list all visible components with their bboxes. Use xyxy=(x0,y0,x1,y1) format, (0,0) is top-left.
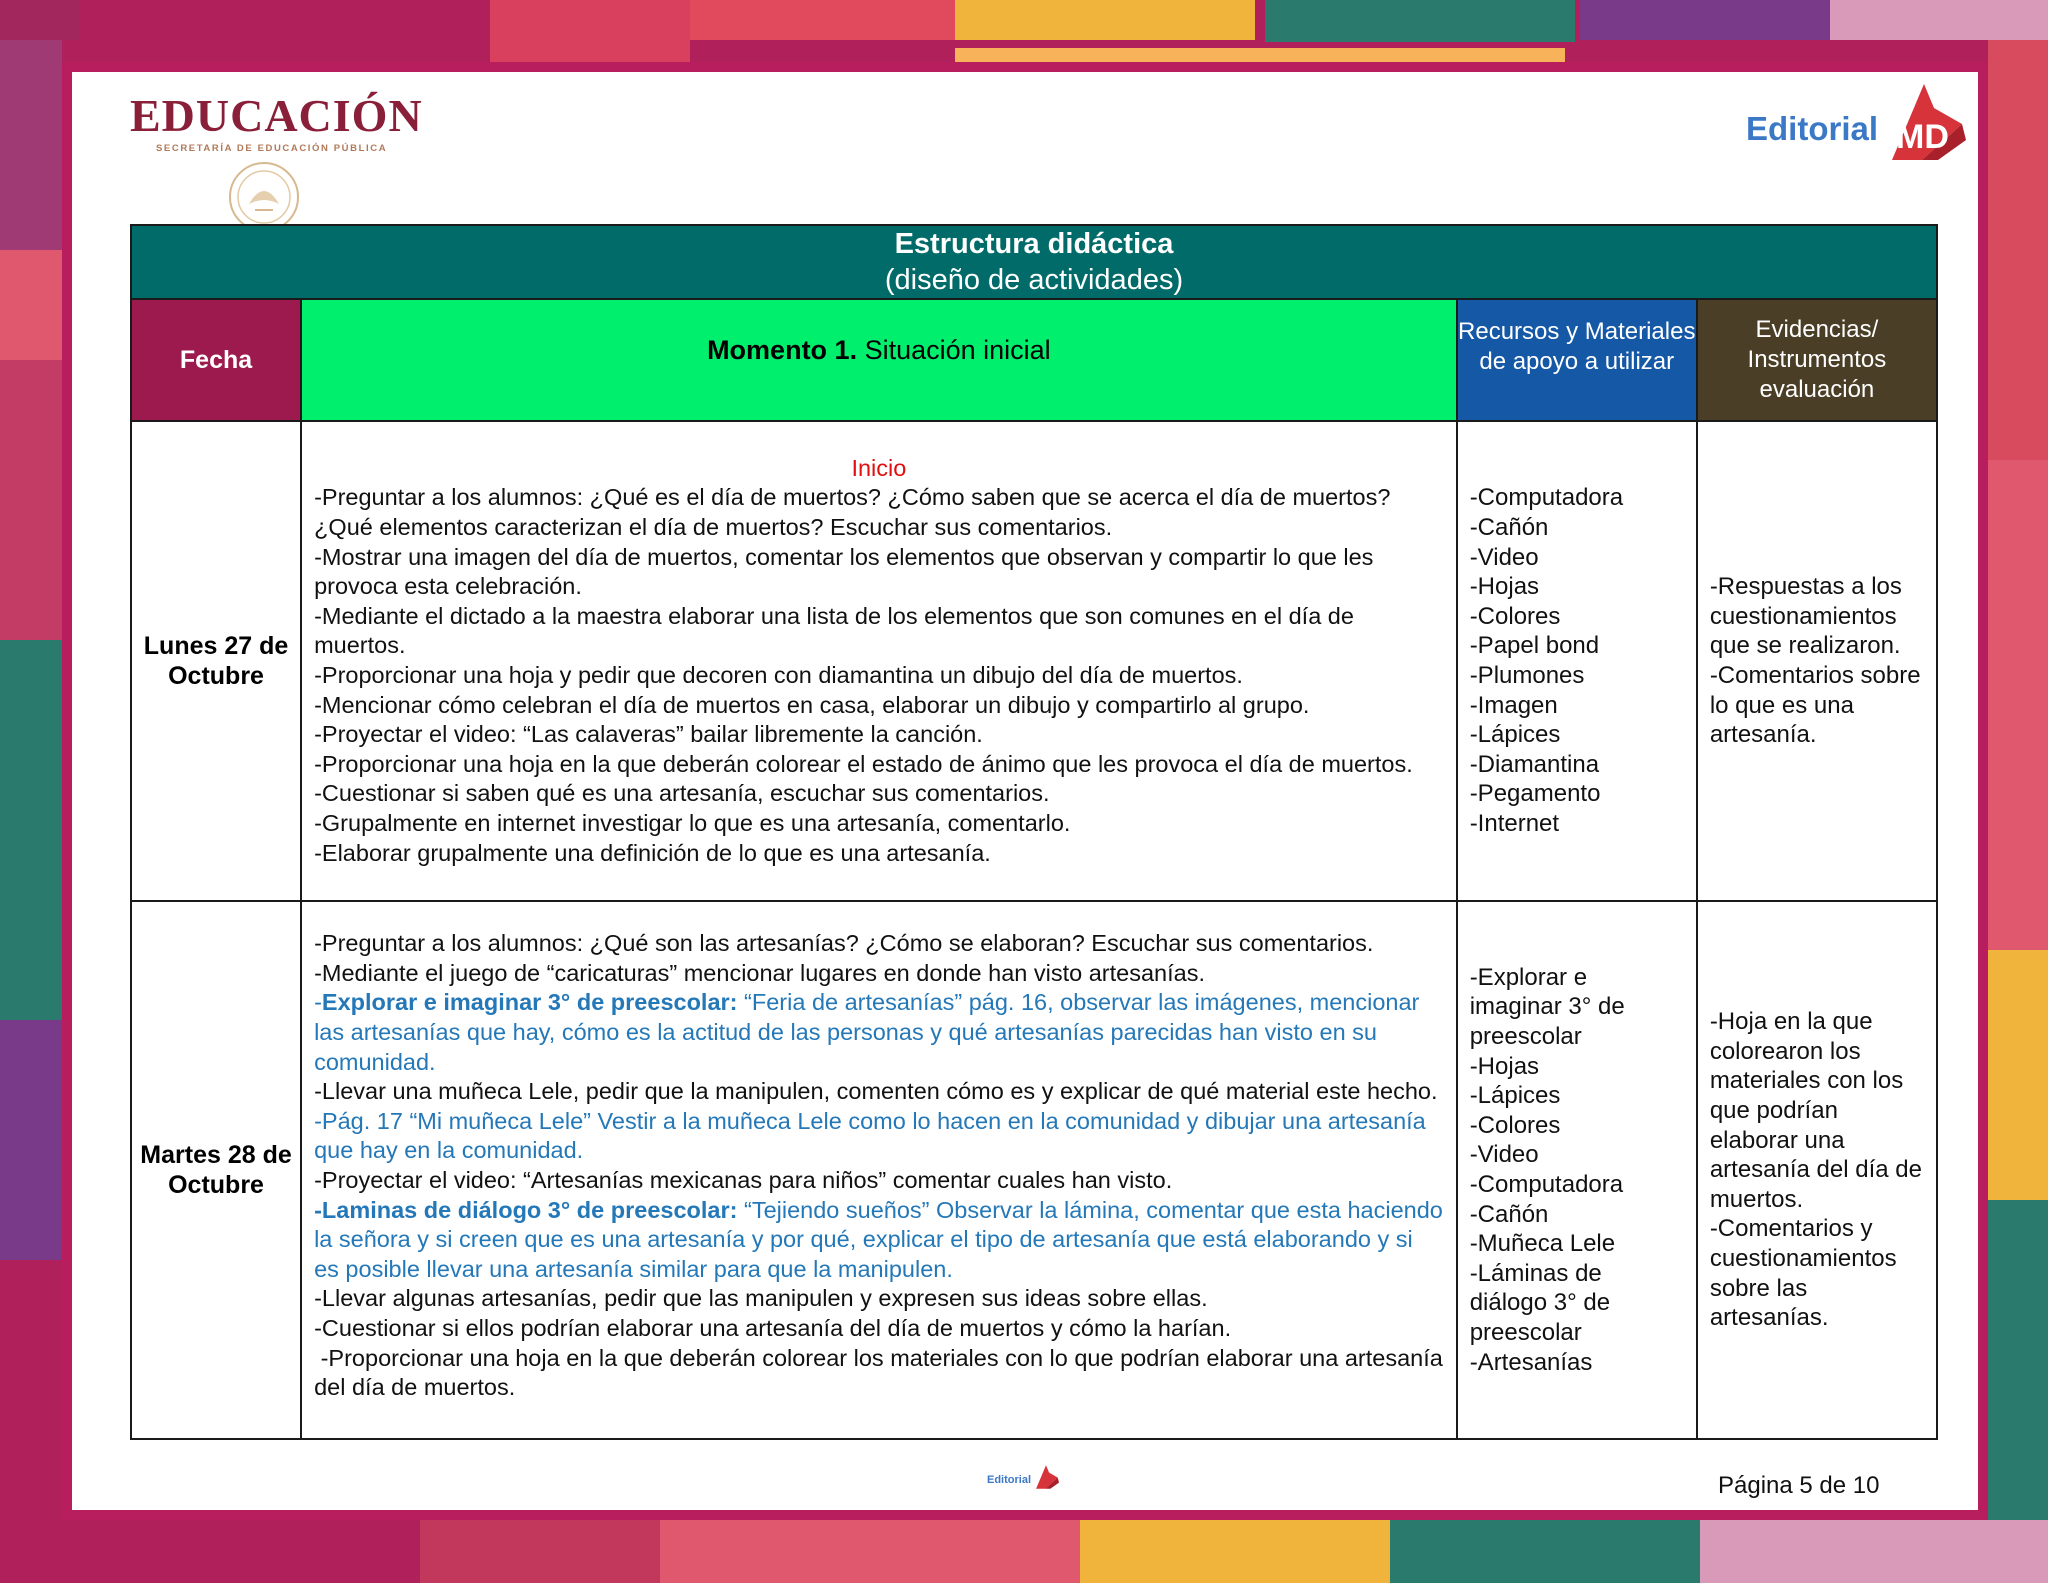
sep-logo xyxy=(130,90,490,240)
resource-item: -Lápices xyxy=(1469,721,1561,749)
editorial-text: Editorial xyxy=(1746,110,1879,147)
national-seal-icon xyxy=(227,160,301,234)
activity-item: -Cuestionar si ellos podrían elaborar una artesanía del día de muertos y cómo la harían. xyxy=(314,1314,1232,1341)
table-title: Estructura didáctica xyxy=(894,228,1174,260)
md-mark-icon xyxy=(1882,80,1966,164)
activity-item: -Elaborar grupalmente una definición de lo que es una artesanía. xyxy=(314,839,991,866)
md-mark-text: MD xyxy=(1896,118,1949,156)
resource-item: -Cañón xyxy=(1469,514,1549,542)
sep-title: EDUCACIÓN xyxy=(130,90,423,141)
resource-item: -Colores xyxy=(1469,602,1561,630)
activity-item-book: -Pág. 17 “Mi muñeca Lele” Vestir a la muñeca Lele como lo hacen en la comunidad y dibujar una artesanía que hay en la comunidad. xyxy=(314,1107,1426,1164)
header-recursos xyxy=(1457,299,1697,421)
header-fecha: Fecha xyxy=(131,299,301,421)
activity-item: -Preguntar a los alumnos: ¿Qué es el día de muertos? ¿Cómo saben que se acerca el día de muertos? ¿Qué elementos caracterizan el día de muertos? Escuchar sus comentarios. xyxy=(314,484,1391,541)
resource-item: -Hojas xyxy=(1469,573,1540,601)
book-title: Explorar e imaginar 3° de preescolar: xyxy=(321,989,738,1016)
evidence-item: -Respuestas a los cuestionamientos que se realizaron. xyxy=(1709,573,1902,660)
activity-dash: - xyxy=(314,989,322,1016)
activity-item: -Grupalmente en internet investigar lo que es una artesanía, comentarlo. xyxy=(314,809,1071,836)
resource-item: -Láminas de diálogo 3° de preescolar xyxy=(1469,1259,1611,1346)
table-subtitle: (diseño de actividades) xyxy=(884,264,1184,296)
resource-item: -Diamantina xyxy=(1469,750,1600,778)
editorial-md-logo xyxy=(1746,76,1966,176)
document-page xyxy=(72,72,1978,1510)
resource-item: -Computadora xyxy=(1469,1171,1624,1198)
evidence-item: -Hoja en la que colorearon los materiales con los que podrían elaborar una artesanía del día de muertos. xyxy=(1709,1008,1922,1213)
activity-item: -Proporcionar una hoja en la que deberán colorear los materiales con lo que podrían elaborar una artesanía del día de muertos. xyxy=(314,1344,1450,1401)
activity-item-book xyxy=(314,1196,1444,1285)
footer-md-mark-icon xyxy=(1033,1464,1059,1490)
evidence-cell xyxy=(1697,901,1937,1439)
footer-editorial-logo xyxy=(987,1464,1067,1492)
resource-item: -Plumones xyxy=(1469,662,1585,689)
table-row xyxy=(131,901,1937,1439)
activity-item: -Proporcionar una hoja y pedir que decoren con diamantina un dibujo del día de muertos. xyxy=(314,662,1243,688)
resource-item: -Lápices xyxy=(1469,1082,1561,1110)
activities-cell xyxy=(301,421,1457,901)
resource-item: -Computadora xyxy=(1469,484,1624,512)
date-cell: Martes 28 de Octubre xyxy=(131,901,301,1439)
activity-item: -Llevar una muñeca Lele, pedir que la manipulen, comenten cómo es y explicar de qué material este hecho. xyxy=(314,1078,1438,1105)
evidence-item: -Comentarios sobre lo que es una artesanía. xyxy=(1709,662,1921,749)
resource-item: -Imagen xyxy=(1469,691,1558,719)
resource-item: -Internet xyxy=(1469,809,1560,837)
header-momento xyxy=(301,299,1457,421)
resource-item: -Pegamento xyxy=(1469,780,1601,808)
resource-item: -Cañón xyxy=(1469,1200,1549,1228)
activity-item: -Proyectar el video: “Artesanías mexicanas para niños” comentar cuales han visto. xyxy=(314,1167,1173,1193)
activity-item: -Proyectar el video: “Las calaveras” bailar libremente la canción. xyxy=(314,721,983,748)
resource-item: -Colores xyxy=(1469,1111,1561,1139)
activity-item: -Preguntar a los alumnos: ¿Qué son las artesanías? ¿Cómo se elaboran? Escuchar sus comentarios. xyxy=(314,930,1374,957)
activity-item-book xyxy=(314,988,1444,1077)
activity-item: -Cuestionar si saben qué es una artesanía, escuchar sus comentarios. xyxy=(314,780,1050,807)
activities-cell xyxy=(301,901,1457,1439)
momento-label: Momento 1. xyxy=(707,334,858,365)
resources-cell xyxy=(1457,901,1697,1439)
activity-item: -Llevar algunas artesanías, pedir que las manipulen y expresen sus ideas sobre ellas. xyxy=(314,1285,1208,1312)
book-detail: “Feria de artesanías” pág. 16, observar las imágenes, mencionar las artesanías que hay, cómo es la actitud de las personas y qué artesanías parecidas han visto en su comunidad. xyxy=(314,989,1420,1075)
recursos-label: Recursos y Materiales de apoyo a utilizar xyxy=(1458,318,1696,375)
resource-item: -Papel bond xyxy=(1469,632,1600,660)
activity-item: -Mediante el dictado a la maestra elaborar una lista de los elementos que son comunes en el día de muertos. xyxy=(314,602,1354,659)
table-title-cell xyxy=(131,225,1937,299)
book-detail: “Tejiendo sueños” Observar la lámina, comentar que esta haciendo la señora y si creen que es una artesanía y por qué, explicar el tipo de artesanía que está elaborando y si es posible llevar una artesanía similar para que la manipulen. xyxy=(314,1196,1443,1282)
date-cell: Lunes 27 de Octubre xyxy=(131,421,301,901)
resource-item: -Explorar e imaginar 3° de preescolar xyxy=(1469,963,1625,1051)
momento-name: Situación inicial xyxy=(857,334,1051,365)
evidence-cell xyxy=(1697,421,1937,901)
header-evidencias: Evidencias/ Instrumentos evaluación xyxy=(1697,299,1937,421)
resource-item: -Hojas xyxy=(1469,1052,1540,1080)
evidence-item: -Comentarios y cuestionamientos sobre las artesanías. xyxy=(1709,1215,1897,1332)
footer-logo-text: Editorial xyxy=(987,1474,1032,1486)
resources-cell xyxy=(1457,421,1697,901)
activity-item: -Proporcionar una hoja en la que deberán colorear el estado de ánimo que les provoca el día de muertos. xyxy=(314,750,1413,777)
resource-item: -Artesanías xyxy=(1469,1348,1593,1376)
table-title-row xyxy=(131,225,1937,299)
activity-item: -Mostrar una imagen del día de muertos, comentar los elementos que observan y compartir lo que les provoca esta celebración. xyxy=(314,543,1374,600)
book-title: -Laminas de diálogo 3° de preescolar: xyxy=(314,1196,738,1223)
didactic-structure-table xyxy=(130,224,1938,1440)
page-number: Página 5 de 10 xyxy=(1718,1472,1880,1499)
resource-item: -Video xyxy=(1469,543,1539,571)
activity-item: -Mencionar cómo celebran el día de muertos en casa, elaborar un dibujo y compartirlo al grupo. xyxy=(314,691,1310,718)
inicio-label: Inicio xyxy=(851,454,907,481)
table-header-row xyxy=(131,299,1937,421)
resource-item: -Muñeca Lele xyxy=(1469,1230,1616,1258)
sep-subtitle: SECRETARÍA DE EDUCACIÓN PÚBLICA xyxy=(156,143,388,154)
activity-item: -Mediante el juego de “caricaturas” mencionar lugares en donde han visto artesanías. xyxy=(314,959,1205,986)
table-row xyxy=(131,421,1937,901)
resource-item: -Video xyxy=(1469,1141,1539,1169)
